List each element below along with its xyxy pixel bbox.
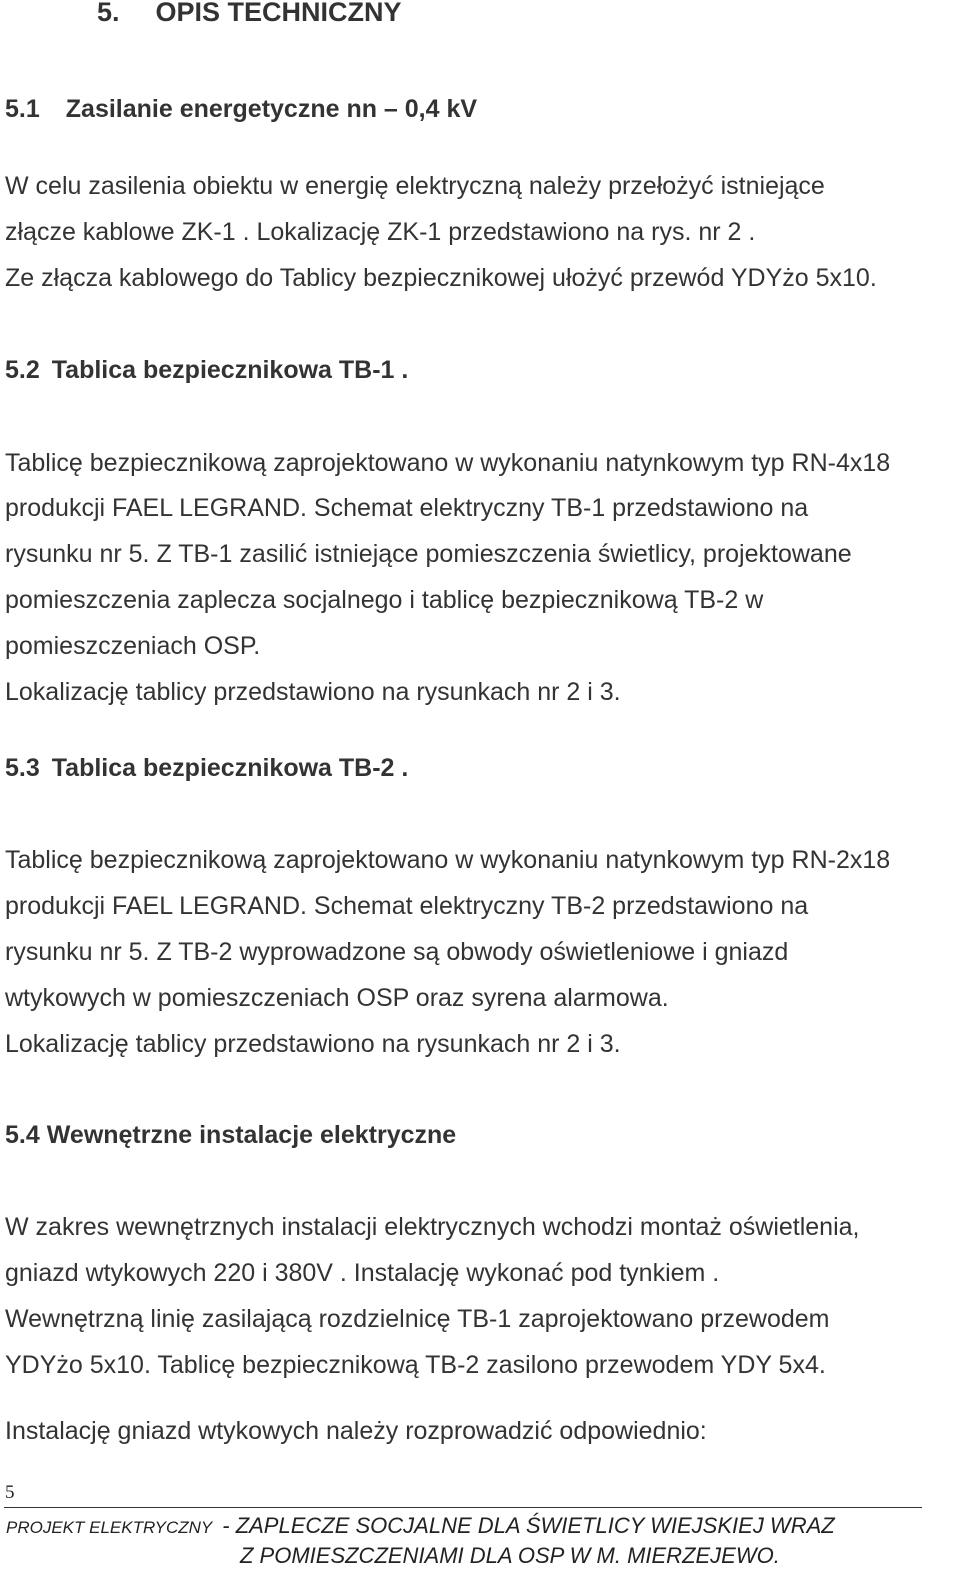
paragraph-line: Ze złącza kablowego do Tablicy bezpiecznikowej ułożyć przewód YDYżo 5x10. [5, 264, 877, 292]
subsection-title: Zasilanie energetyczne nn – 0,4 kV [65, 95, 478, 123]
subsection-heading-5-2 [5, 356, 408, 385]
paragraph-line: YDYżo 5x10. Tablicę bezpiecznikową TB-2 zasilono przewodem YDY 5x4. [5, 1351, 826, 1379]
subsection-title: Wewnętrzne instalacje elektryczne [46, 1121, 457, 1149]
subsection-heading-5-3 [5, 754, 408, 783]
paragraph-line: wtykowych w pomieszczeniach OSP oraz syrena alarmowa. [5, 984, 669, 1012]
paragraph-line: W celu zasilenia obiektu w energię elektryczną należy przełożyć istniejące [5, 172, 825, 200]
footer-divider [4, 1507, 922, 1508]
subsection-number: 5.4 [5, 1121, 40, 1149]
paragraph-line: rysunku nr 5. Z TB-2 wyprowadzone są obwody oświetleniowe i gniazd [5, 938, 789, 966]
subsection-number: 5.2 [5, 356, 40, 384]
paragraph-line: gniazd wtykowych 220 i 380V . Instalację wykonać pod tynkiem . [5, 1259, 720, 1287]
paragraph-line: złącze kablowe ZK-1 . Lokalizację ZK-1 przedstawiono na rys. nr 2 . [5, 218, 756, 246]
page-number: 5 [5, 1482, 15, 1503]
section-title: OPIS TECHNICZNY [155, 0, 402, 27]
paragraph-line: rysunku nr 5. Z TB-1 zasilić istniejące pomieszczenia świetlicy, projektowane [5, 540, 852, 568]
subsection-title: Tablica bezpiecznikowa TB-2 . [51, 754, 409, 782]
paragraph-line: pomieszczenia zaplecza socjalnego i tablicę bezpiecznikową TB-2 w [5, 586, 764, 614]
paragraph-line: produkcji FAEL LEGRAND. Schemat elektryczny TB-1 przedstawiono na [5, 494, 809, 522]
subsection-heading-5-4 [5, 1121, 456, 1150]
section-number: 5. [97, 0, 120, 27]
subsection-number: 5.3 [5, 754, 40, 782]
section-heading [97, 0, 402, 28]
paragraph-line: Instalację gniazd wtykowych należy rozprowadzić odpowiednio: [5, 1417, 707, 1445]
paragraph-line: W zakres wewnętrznych instalacji elektrycznych wchodzi montaż oświetlenia, [5, 1213, 860, 1241]
subsection-number: 5.1 [5, 95, 40, 123]
footer-title-line-1: - ZAPLECZE SOCJALNE DLA ŚWIETLICY WIEJSKIEJ WRAZ [222, 1513, 835, 1538]
footer-project-label: PROJEKT ELEKTRYCZNY [6, 1518, 213, 1537]
paragraph-line: pomieszczeniach OSP. [5, 632, 261, 660]
paragraph-line: Wewnętrzną linię zasilającą rozdzielnicę TB-1 zaprojektowano przewodem [5, 1305, 830, 1333]
paragraph-line: Lokalizację tablicy przedstawiono na rysunkach nr 2 i 3. [5, 678, 621, 706]
footer-title-line-2: Z POMIESZCZENIAMI DLA OSP W M. MIERZEJEWO. [240, 1543, 780, 1568]
paragraph-line: Tablicę bezpiecznikową zaprojektowano w wykonaniu natynkowym typ RN-2x18 [5, 846, 891, 874]
paragraph-line: Tablicę bezpiecznikową zaprojektowano w wykonaniu natynkowym typ RN-4x18 [5, 449, 891, 477]
subsection-title: Tablica bezpiecznikowa TB-1 . [51, 356, 409, 384]
subsection-heading-5-1 [5, 95, 477, 124]
paragraph-line: Lokalizację tablicy przedstawiono na rysunkach nr 2 i 3. [5, 1030, 621, 1058]
footer-line-1 [6, 1513, 835, 1539]
paragraph-line: produkcji FAEL LEGRAND. Schemat elektryczny TB-2 przedstawiono na [5, 892, 809, 920]
